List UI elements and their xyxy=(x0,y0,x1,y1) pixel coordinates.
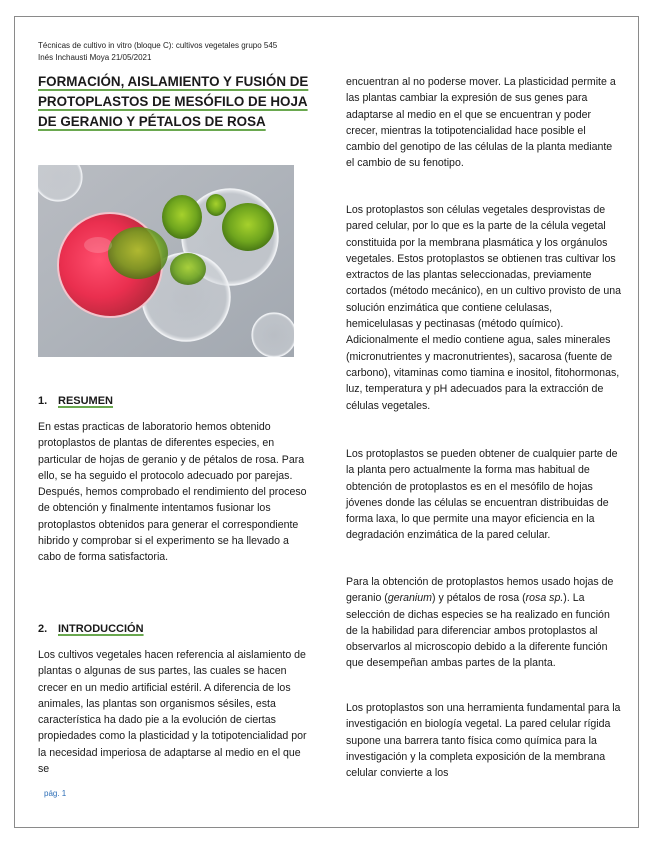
green-chloroplast-cluster-in-red xyxy=(108,227,168,279)
species-rosa: rosa sp. xyxy=(525,592,564,605)
species-geranium: geranium xyxy=(387,592,432,605)
course-line: Técnicas de cultivo in vitro (bloque C): cultivos vegetales grupo 545 xyxy=(38,41,278,50)
document-header xyxy=(38,40,318,64)
empty-protoplast-bottom-right xyxy=(252,313,294,357)
document-title-text: FORMACIÓN, AISLAMIENTO Y FUSIÓN DE PROTOPLASTOS DE MESÓFILO DE HOJA DE GERANIO Y PÉTALOS DE ROSA xyxy=(38,74,309,129)
green-mesophyll-protoplast-center xyxy=(170,253,206,285)
introduccion-paragraph: Los cultivos vegetales hacen referencia al aislamiento de plantas o algunas de sus partes, las cuales se hacen crecer en un medio artificial estéril. A diferencia de los animales, las plantas son organismos sésiles, esta característica ha dado pie a la evolución de ciertas propiedades como la plasticidad y la totipotencialidad por la necesidad imperiosa de adaptarse al medio en el que se xyxy=(38,649,307,776)
species-selection-paragraph xyxy=(346,574,622,672)
plasticity-paragraph: encuentran al no poderse mover. La plasticidad permite a las plantas cambiar la expresión de sus genes para adaptarse al medio en el que se encuentran y poder crecer, mientras la totipotencialidad hace posible el cambio del genotipo de las células de la planta mediante el cambio de su fenotipo. xyxy=(346,76,616,170)
resumen-paragraph: En estas practicas de laboratorio hemos obtenido protoplastos de plantas de diferentes especies, en particular de hojas de geranio y de pétalos de rosa. Para ello, se ha seguido el protocolo adecuado por parejas. Después, hemos comprobado el rendimiento del proceso de obtención y finalmente intentamos fusionar los protoplastos obtenidos para generar el correspondiente hibrido y comprobar si el experimento se ha llevado a cabo de forma satisfactoria. xyxy=(38,421,307,564)
green-mesophyll-protoplast-small xyxy=(206,194,226,216)
species-text-start: Para la obtención de protoplastos hemos usado hojas de geranio ( xyxy=(346,576,614,605)
document-title xyxy=(38,72,320,132)
research-tool-paragraph: Los protoplastos son una herramienta fundamental para la investigación en biología vegetal. La pared celular rígida supone una barrera tanto física como química para la investigación y la completa exposición de la membrana celular convierte a los xyxy=(346,702,621,780)
section-number: 1. xyxy=(38,395,48,407)
page-number: pág. 1 xyxy=(44,789,67,798)
green-mesophyll-protoplast-right xyxy=(222,203,274,251)
section-title: RESUMEN xyxy=(58,395,114,407)
species-text-end: ). La selección de dichas especies se ha realizado en función de la habilidad para diferenciar ambos protoplastos al observarlos al microscopio debido a la diferente función que desempeñan ambas partes de la planta. xyxy=(346,592,610,670)
protoplast-definition-paragraph: Los protoplastos son células vegetales desprovistas de pared celular, por lo que es la parte de la célula vegetal constituida por la membrana plasmática y los orgánulos vegetales. Estos protoplastos se obtienen tras cultivar los extractos de las plantas seleccionadas, previamente cortados (método mecánico), en un cultivo provisto de una solución enzimática que contiene celulasas, hemicelulasas y pectinasas (método químico). Adicionalmente el medio contiene agua, sales minerales (micronutrientes y macronutrientes), sacarosa (fuente de carbono), vitaminas como tiamina e inositol, fitohormonas, luz, temperatura y pH adecuados para la extracción de células vegetales. xyxy=(346,204,621,412)
protoplast-micrograph xyxy=(38,165,294,357)
species-text-mid: ) y pétalos de rosa ( xyxy=(431,592,526,605)
section-number: 2. xyxy=(38,623,48,635)
section-heading-introduccion xyxy=(38,623,144,635)
section-heading-resumen xyxy=(38,395,113,407)
section-title: INTRODUCCIÓN xyxy=(58,623,144,635)
author-date-line: Inés Inchausti Moya 21/05/2021 xyxy=(38,53,152,62)
green-mesophyll-protoplast-top xyxy=(162,195,202,239)
mesophyll-paragraph: Los protoplastos se pueden obtener de cualquier parte de la planta pero actualmente la forma mas habitual de obtención de protoplastos es en el mesófilo de hojas jóvenes donde las células se encuentran distribuidas de forma laxa, lo que permite una mayor eficiencia en la degradación enzimática de la pared celular. xyxy=(346,448,618,542)
